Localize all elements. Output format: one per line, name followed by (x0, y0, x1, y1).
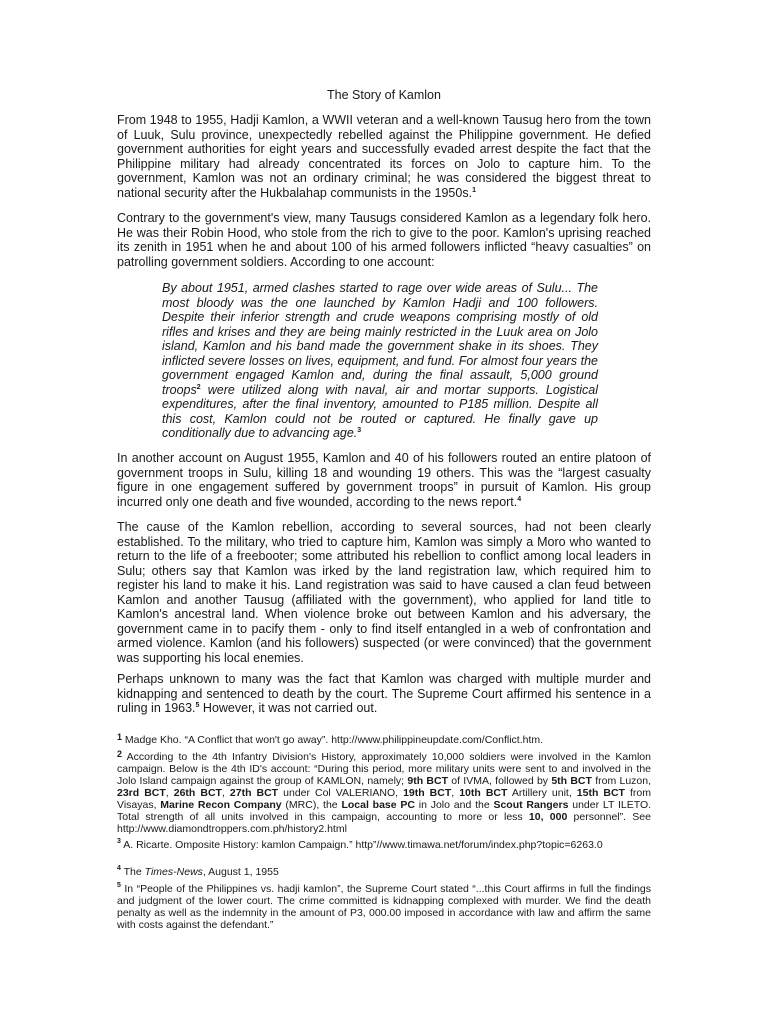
unit-5th-bct: 5th BCT (551, 775, 592, 787)
footnote-ref-2[interactable]: 2 (196, 383, 201, 391)
footnote-3-number: 3 (117, 838, 121, 845)
footnote-2-text: personnel”. See http://www.diamondtroppers.com.ph/history2.html (117, 811, 651, 835)
footnote-3 (117, 839, 651, 851)
footnote-2-text: of IVMA, followed by (447, 775, 552, 787)
footnote-3-text: A. Ricarte. Omposite History: kamlon Campaign.” http”//www.timawa.net/forum/index.php?topic=6263.0 (120, 839, 603, 851)
footnote-2-text: , (165, 787, 174, 799)
footnote-2-text: from Visayas, (117, 787, 651, 811)
unit-9th-bct: 9th BCT (407, 775, 448, 787)
footnote-5-text: In “People of the Philippines vs. hadji kamlon”, the Supreme Court stated “...this Court affirms in full the findings and judgment of the lower court. The crime committed is kidnapping complexed with murder. We find the death penalty as well as the indemnity in the amount of P3, 000.00 imposed in accordance with law and affirm the same with costs against the defendant.” (117, 883, 651, 931)
unit-scout-rangers: Scout Rangers (493, 799, 569, 811)
newspaper-name: Times-News (144, 866, 203, 878)
unit-23rd-bct: 23rd BCT (117, 787, 166, 799)
footnote-ref-1[interactable]: 1 (472, 186, 476, 194)
paragraph-5-text-b: However, it was not carried out. (199, 701, 378, 715)
unit-marine-recon: Marine Recon Company (160, 799, 282, 811)
paragraph-1-text: From 1948 to 1955, Hadji Kamlon, a WWII veteran and a well-known Tausug hero from the town of Luuk, Sulu province, unexpectedly rebelled against the Philippine government. He defied government authorities for eight years and successfully evaded arrest despite the fact that the Philippine military had already concentrated its forces on Jolo to capture him. To the government, Kamlon was not an ordinary criminal; he was considered the biggest threat to national security after the Hukbalahap communists in the 1950s. (117, 113, 651, 200)
footnote-1-number: 1 (117, 732, 123, 742)
footnote-2-text: Artillery unit, (507, 787, 577, 799)
footnote-ref-4[interactable]: 4 (517, 495, 522, 503)
footnote-2-text: from Luzon, (591, 775, 652, 787)
footnote-ref-5[interactable]: 5 (195, 702, 200, 709)
block-quote (162, 281, 598, 441)
block-quote-text-a: By about 1951, armed clashes started to rage over wide areas of Sulu... The most bloody was the one launched by Kamlon Hadji and 100 followers. Despite their inferior strength and crude weapons comprising mostly of old rifles and krises and they are being mainly restricted in the Luuk area on Jolo island, Kamlon and his band made the government shake in its shoes. They inflicted severe losses on lives, equipment, and fund. For almost four years the government engaged Kamlon and, during the final assault, 5,000 ground troops (162, 281, 598, 397)
unit-19th-bct: 19th BCT (403, 787, 452, 799)
page-title: The Story of Kamlon (327, 88, 441, 102)
paragraph-4: The cause of the Kamlon rebellion, according to several sources, had not been clearly established. To the military, who tried to capture him, Kamlon was simply a Moro who wanted to return to the life of a freebooter; some attributed his rebellion to conflict among local leaders in Sulu; others say that Kamlon was irked by the land registration law, which required him to register his land to make it his. Land registration was said to have caused a clan feud between Kamlon and another Tausug (affiliated with the government), who applied for land title to Kamlon's ancestral land. When violence broke out between Kamlon and his adversary, the government came in to pacify them - only to find itself entangled in a web of confrontation and armed violence. Kamlon (and his followers) suspected (or were convinced) that the government was supporting his local enemies. (117, 520, 651, 665)
footnote-4-text: , August 1, 1955 (202, 866, 279, 878)
footnote-4-number: 4 (117, 865, 121, 872)
footnote-4 (117, 866, 651, 878)
paragraph-5-text-a: Perhaps unknown to many was the fact that Kamlon was charged with multiple murder and kidnapping and sentenced to death by the court. The Supreme Court affirmed his sentence in a ruling in 1963. (117, 672, 651, 715)
paragraph-3-text: In another account on August 1955, Kamlon and 40 of his followers routed an entire platoon of government troops in Sulu, killing 18 and wounding 19 others. This was the “largest casualty figure in one engagement suffered by government troops” in pursuit of Kamlon. His group incurred only one death and five wounded, according to the news report. (117, 451, 651, 509)
footnote-1 (117, 734, 651, 746)
footnote-2-number: 2 (117, 749, 123, 759)
personnel-count: 10, 000 (528, 811, 568, 823)
paragraph-3 (117, 451, 651, 509)
footnote-4-text: The (120, 866, 145, 878)
footnote-2-text: According to the 4th Infantry Division's History, approximately 10,000 soldiers were involved in the Kamlon campaign. Below is the 4th ID's account: “During this period, more military units were sent to and involved in the Jolo Island campaign against the group of KAMLON, namely; (117, 751, 651, 787)
paragraph-2: Contrary to the government's view, many Tausugs considered Kamlon as a legendary folk hero. He was their Robin Hood, who stole from the rich to give to the poor. Kamlon's uprising reached its zenith in 1951 when he and about 100 of his armed followers inflicted “heavy casualties” on patrolling government soldiers. According to one account: (117, 211, 651, 269)
unit-10th-bct: 10th BCT (459, 787, 508, 799)
unit-local-base-pc: Local base PC (341, 799, 415, 811)
paragraph-1 (117, 113, 651, 200)
footnote-2-text: (MRC), the (281, 799, 342, 811)
unit-27th-bct: 27th BCT (229, 787, 279, 799)
paragraph-5 (117, 672, 651, 716)
footnote-2-text: under Col VALERIANO, (278, 787, 404, 799)
footnote-2-text: under LT ILETO. Total strength of all units involved in this campaign, accounting to more or less (117, 799, 652, 823)
footnote-2-text: , (451, 787, 460, 799)
footnote-2-text: in Jolo and the (414, 799, 494, 811)
unit-15th-bct: 15th BCT (576, 787, 625, 799)
footnote-1-text: Madge Kho. “A Conflict that won't go away”. http://www.philippineupdate.com/Conflict.htm. (122, 734, 544, 746)
footnote-2-text: , (221, 787, 230, 799)
footnote-ref-3[interactable]: 3 (357, 427, 362, 434)
footnote-2 (117, 751, 651, 835)
footnote-5 (117, 883, 651, 931)
block-quote-text-b: were utilized along with naval, air and mortar supports. Logistical expenditures, after the final inventory, amounted to P185 million. Despite all this cost, Kamlon could not be routed or captured. He finally gave up conditionally due to advancing age. (162, 382, 598, 440)
unit-26th-bct: 26th BCT (173, 787, 222, 799)
footnote-5-number: 5 (117, 882, 121, 889)
